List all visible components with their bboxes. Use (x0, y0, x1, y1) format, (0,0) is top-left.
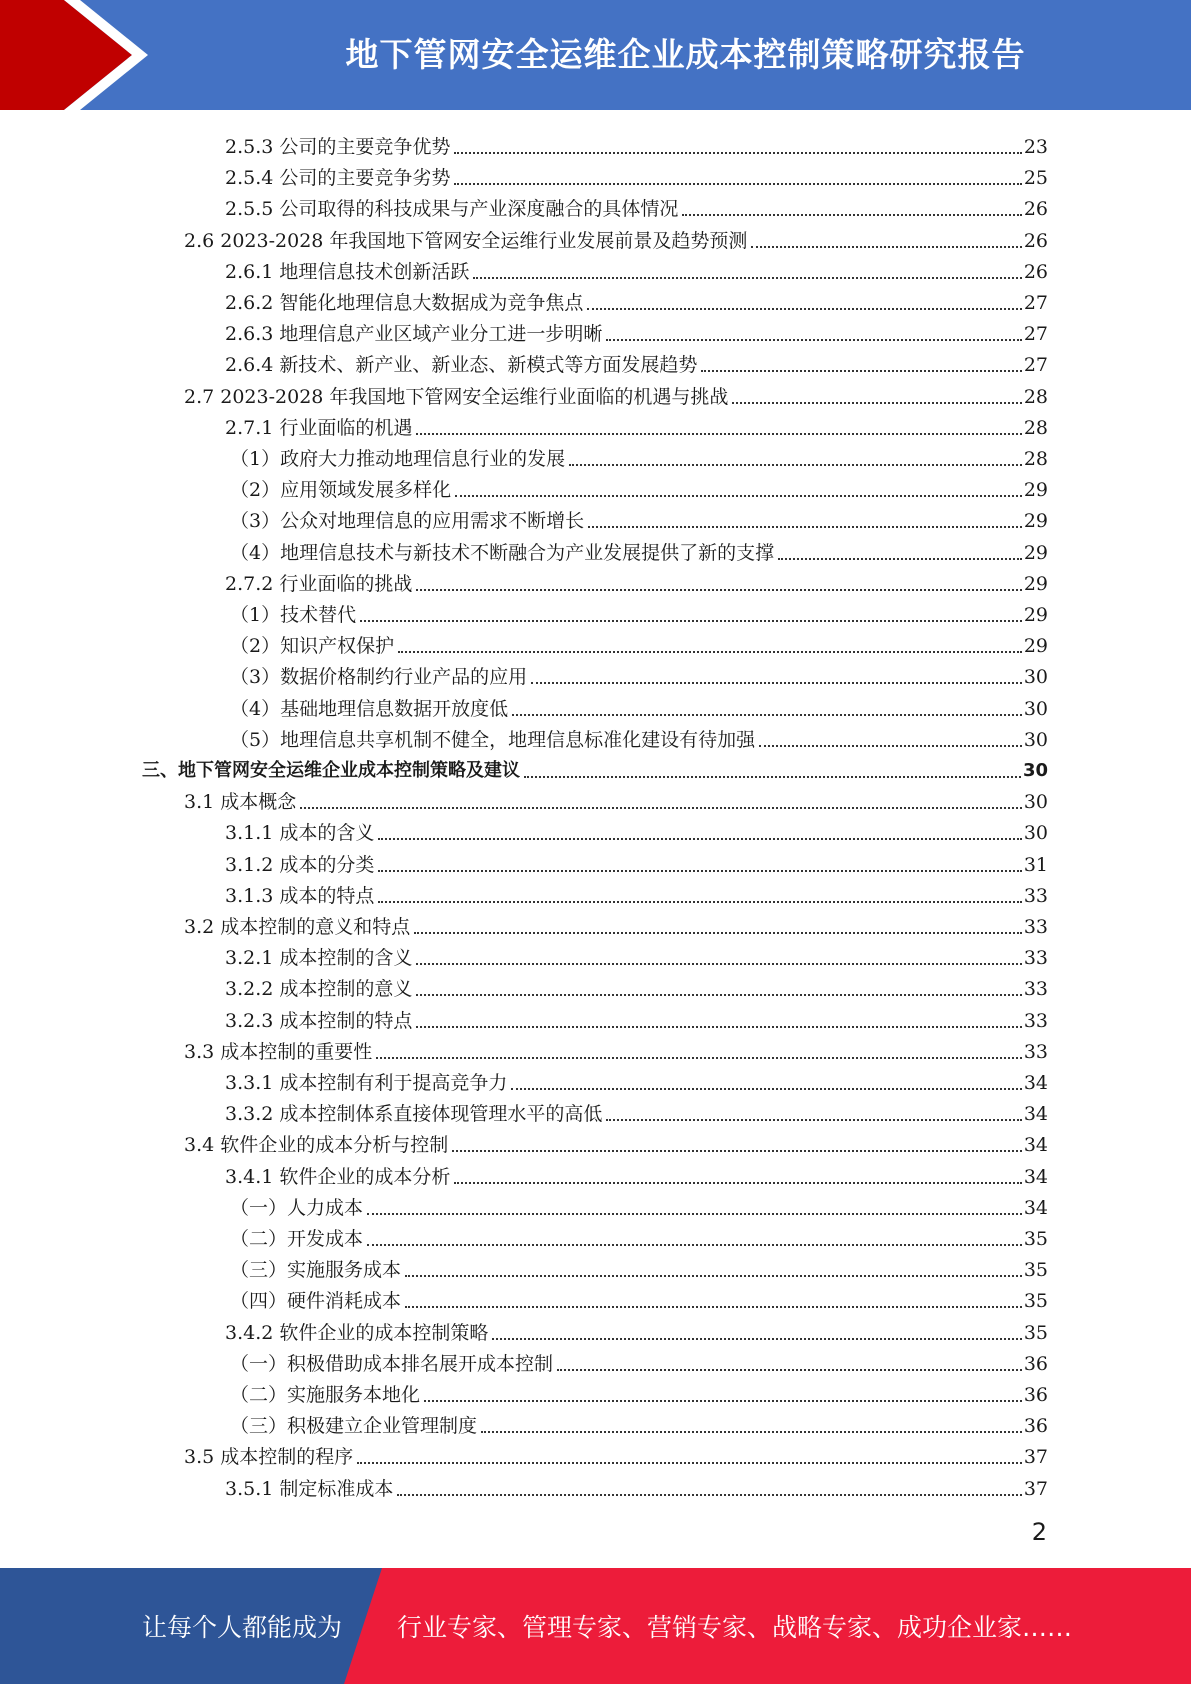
toc-entry[interactable] (184, 222, 1048, 253)
toc-entry-label: 3.2.2 成本控制的意义 (225, 978, 413, 1001)
toc-leader-dots (606, 339, 1021, 341)
toc-entry-label: （一）积极借助成本排名展开成本控制 (230, 1352, 554, 1375)
toc-entry-page: 30 (1023, 728, 1048, 751)
toc-entry-page: 25 (1023, 167, 1048, 190)
toc-entry-label: 2.5.3 公司的主要竞争优势 (225, 136, 451, 158)
page-header (0, 0, 1191, 110)
toc-entry-label: 3.1 成本概念 (184, 791, 297, 814)
toc-entry-page: 34 (1023, 1165, 1048, 1188)
toc-entry[interactable] (225, 284, 1048, 315)
toc-entry-label: 3.2 成本控制的意义和特点 (184, 916, 411, 938)
toc-entry[interactable] (225, 565, 1048, 596)
toc-leader-dots (569, 464, 1022, 466)
toc-entry-label: 3.3.2 成本控制体系直接体现管理水平的高低 (225, 1103, 603, 1126)
toc-entry[interactable] (225, 1158, 1048, 1189)
toc-leader-dots (416, 433, 1021, 435)
toc-leader-dots (424, 1400, 1022, 1402)
toc-entry[interactable] (230, 627, 1048, 658)
toc-entry[interactable] (225, 814, 1048, 845)
toc-entry-page: 23 (1023, 136, 1048, 158)
toc-entry[interactable] (230, 534, 1048, 565)
toc-entry-label: 3.2.3 成本控制的特点 (225, 1009, 413, 1032)
toc-entry-page: 29 (1023, 541, 1048, 564)
toc-entry-page: 35 (1023, 1290, 1048, 1313)
toc-entry-page: 33 (1023, 884, 1048, 907)
toc-entry[interactable] (225, 1002, 1048, 1033)
toc-entry-page: 29 (1023, 479, 1048, 502)
toc-leader-dots (606, 1119, 1021, 1121)
toc-entry-page: 27 (1023, 292, 1048, 314)
page-footer (0, 1568, 1191, 1684)
toc-leader-dots (473, 277, 1021, 279)
toc-entry-label: 3.1.3 成本的特点 (225, 884, 375, 907)
toc-entry[interactable] (230, 1345, 1048, 1376)
toc-entry[interactable] (230, 1251, 1048, 1282)
toc-entry-label: （二）实施服务本地化 (230, 1384, 421, 1406)
toc-leader-dots (682, 214, 1021, 216)
toc-entry-label: 2.6.4 新技术、新产业、新业态、新模式等方面发展趋势 (225, 354, 698, 377)
toc-entry-page: 36 (1023, 1352, 1048, 1375)
toc-entry-label: （二）开发成本 (230, 1228, 364, 1250)
toc-entry[interactable] (184, 378, 1048, 409)
toc-entry-label: （三）实施服务成本 (230, 1259, 402, 1282)
toc-entry-label: 2.7 2023-2028 年我国地下管网安全运维行业面临的机遇与挑战 (184, 385, 729, 408)
toc-entry[interactable] (230, 1189, 1048, 1220)
toc-entry-label: 2.6 2023-2028 年我国地下管网安全运维行业发展前景及趋势预测 (184, 229, 748, 252)
toc-leader-dots (405, 1306, 1022, 1308)
toc-entry[interactable] (230, 1407, 1048, 1438)
toc-entry-page: 34 (1023, 1134, 1048, 1157)
toc-entry-page: 36 (1023, 1415, 1048, 1438)
toc-entry-page: 33 (1023, 947, 1048, 970)
toc-entry[interactable] (225, 253, 1048, 284)
footer-slogan-right: 行业专家、管理专家、营销专家、战略专家、成功企业家…… (397, 1613, 1073, 1642)
toc-entry-page: 34 (1023, 1072, 1048, 1094)
toc-entry-label: （四）硬件消耗成本 (230, 1290, 402, 1313)
toc-entry[interactable] (184, 783, 1048, 814)
toc-entry-page: 33 (1023, 978, 1048, 1001)
toc-entry[interactable] (225, 128, 1048, 159)
toc-entry-page: 33 (1023, 1040, 1048, 1063)
toc-entry[interactable] (184, 1033, 1048, 1064)
toc-entry-label: （3）公众对地理信息的应用需求不断增长 (230, 510, 585, 533)
toc-leader-dots (492, 1338, 1021, 1340)
toc-entry-page: 29 (1023, 635, 1048, 658)
page-number: 2 (1031, 1518, 1047, 1546)
toc-entry[interactable] (230, 690, 1048, 721)
toc-leader-dots (455, 495, 1022, 497)
toc-leader-dots (454, 152, 1021, 154)
toc-leader-dots (778, 558, 1022, 560)
toc-entry-label: 3.5.1 制定标准成本 (225, 1477, 394, 1500)
toc-entry-page: 30 (1023, 822, 1048, 845)
toc-entry-page: 35 (1023, 1321, 1048, 1344)
toc-entry-label: 2.6.3 地理信息产业区域产业分工进一步明晰 (225, 323, 603, 346)
toc-entry[interactable] (184, 1438, 1048, 1469)
toc-entry-label: （4）地理信息技术与新技术不断融合为产业发展提供了新的支撑 (230, 541, 775, 564)
toc-entry-label: 3.3.1 成本控制有利于提高竞争力 (225, 1072, 508, 1094)
toc-entry-page: 28 (1023, 416, 1048, 439)
toc-leader-dots (367, 1213, 1022, 1215)
toc-entry[interactable] (225, 877, 1048, 908)
toc-leader-dots (454, 1182, 1021, 1184)
toc-entry-label: （1）政府大力推动地理信息行业的发展 (230, 448, 566, 470)
toc-entry[interactable] (225, 1095, 1048, 1126)
toc-entry-page: 27 (1023, 323, 1048, 346)
toc-entry[interactable] (184, 1126, 1048, 1157)
toc-entry-page: 37 (1023, 1477, 1048, 1500)
toc-entry-page: 34 (1023, 1103, 1048, 1126)
toc-entry-page: 34 (1023, 1196, 1048, 1219)
toc-entry-label: 3.5 成本控制的程序 (184, 1446, 354, 1469)
toc-leader-dots (357, 1462, 1022, 1464)
toc-entry-page: 36 (1023, 1384, 1048, 1406)
toc-entry-label: 2.6.2 智能化地理信息大数据成为竞争焦点 (225, 292, 584, 314)
toc-entry-label: 2.7.1 行业面临的机遇 (225, 416, 413, 439)
toc-leader-dots (454, 183, 1021, 185)
toc-entry[interactable] (225, 1470, 1048, 1501)
toc-leader-dots (367, 1244, 1022, 1246)
toc-leader-dots (512, 714, 1022, 716)
toc-leader-dots (701, 370, 1021, 372)
toc-leader-dots (531, 682, 1022, 684)
toc-entry-page: 30 (1023, 666, 1048, 689)
toc-entry-page: 33 (1023, 916, 1048, 938)
toc-leader-dots (588, 526, 1022, 528)
toc-entry[interactable] (225, 1064, 1048, 1095)
toc-entry-label: （1）技术替代 (230, 604, 357, 626)
toc-entry[interactable] (230, 658, 1048, 689)
toc-leader-dots (378, 901, 1021, 903)
toc-entry-page: 29 (1023, 604, 1048, 626)
toc-entry-page: 35 (1023, 1259, 1048, 1282)
toc-entry[interactable] (230, 502, 1048, 533)
footer-slogan-left: 让每个人都能成为 (142, 1613, 343, 1642)
toc-entry[interactable] (230, 471, 1048, 502)
toc-entry[interactable] (225, 190, 1048, 221)
toc-entry-label: 3.2.1 成本控制的含义 (225, 947, 413, 970)
toc-leader-dots (481, 1431, 1022, 1433)
toc-entry[interactable] (225, 1314, 1048, 1345)
toc-entry-label: 3.1.2 成本的分类 (225, 853, 375, 876)
toc-leader-dots (452, 1150, 1022, 1152)
toc-entry-label: （4）基础地理信息数据开放度低 (230, 697, 509, 720)
toc-entry[interactable] (225, 346, 1048, 377)
toc-leader-dots (416, 1026, 1021, 1028)
toc-entry-page: 31 (1023, 853, 1048, 876)
toc-entry[interactable] (230, 1376, 1048, 1407)
toc-entry-label: 3.4.1 软件企业的成本分析 (225, 1165, 451, 1188)
toc-entry-label: 2.7.2 行业面临的挑战 (225, 572, 413, 595)
toc-entry-label: 3.1.1 成本的含义 (225, 822, 375, 845)
toc-leader-dots (397, 1494, 1021, 1496)
toc-entry[interactable] (225, 315, 1048, 346)
toc-entry-label: （2）应用领域发展多样化 (230, 479, 452, 502)
toc-entry-page: 27 (1023, 354, 1048, 377)
toc-leader-dots (398, 651, 1022, 653)
toc-leader-dots (587, 308, 1021, 310)
toc-leader-dots (732, 402, 1021, 404)
toc-entry-label: 3.4 软件企业的成本分析与控制 (184, 1134, 449, 1157)
toc-entry-page: 33 (1023, 1009, 1048, 1032)
toc-entry-page: 29 (1023, 572, 1048, 595)
toc-leader-dots (416, 963, 1021, 965)
toc-entry[interactable] (230, 440, 1048, 471)
toc-entry-label: 3.3 成本控制的重要性 (184, 1040, 373, 1063)
toc-entry-page: 26 (1023, 229, 1048, 252)
toc-entry-label: （5）地理信息共享机制不健全，地理信息标准化建设有待加强 (230, 728, 756, 751)
toc-entry-page: 37 (1023, 1446, 1048, 1469)
toc-entry-label: 2.5.5 公司取得的科技成果与产业深度融合的具体情况 (225, 198, 679, 221)
toc-entry-label: 三、地下管网安全运维企业成本控制策略及建议 (142, 760, 520, 781)
toc-entry-page: 29 (1023, 510, 1048, 533)
toc-entry-page: 28 (1023, 385, 1048, 408)
toc-leader-dots (751, 246, 1021, 248)
toc-entry-page: 35 (1023, 1228, 1048, 1250)
toc-entry[interactable] (184, 908, 1048, 939)
toc-entry[interactable] (225, 846, 1048, 877)
toc-entry-label: （三）积极建立企业管理制度 (230, 1415, 478, 1438)
toc-entry-page: 30 (1023, 697, 1048, 720)
document-title: 地下管网安全运维企业成本控制策略研究报告 (345, 34, 1026, 74)
toc-leader-dots (416, 589, 1021, 591)
toc-leader-dots (557, 1369, 1022, 1371)
toc-entry-page: 26 (1023, 260, 1048, 283)
toc-entry[interactable] (230, 1220, 1048, 1251)
toc-entry[interactable] (230, 721, 1048, 752)
toc-entry-label: （3）数据价格制约行业产品的应用 (230, 666, 528, 689)
toc-leader-dots (524, 776, 1021, 778)
toc-leader-dots (416, 994, 1021, 996)
toc-entry-label: 2.5.4 公司的主要竞争劣势 (225, 167, 451, 190)
toc-entry-page: 30 (1023, 791, 1048, 814)
toc-leader-dots (378, 838, 1021, 840)
toc-entry[interactable] (225, 159, 1048, 190)
toc-entry-page: 30 (1022, 760, 1048, 781)
toc-entry[interactable] (142, 752, 1048, 783)
header-arrow-decoration (0, 0, 200, 110)
toc-entry-label: 3.4.2 软件企业的成本控制策略 (225, 1321, 489, 1344)
toc-leader-dots (759, 745, 1022, 747)
toc-entry-label: （一）人力成本 (230, 1196, 364, 1219)
toc-leader-dots (360, 620, 1022, 622)
toc-leader-dots (414, 932, 1022, 934)
toc-entry-page: 26 (1023, 198, 1048, 221)
toc-leader-dots (378, 870, 1021, 872)
toc-leader-dots (300, 807, 1022, 809)
toc-entry[interactable] (230, 1282, 1048, 1313)
toc-leader-dots (511, 1088, 1021, 1090)
toc-leader-dots (376, 1057, 1022, 1059)
toc-entry-label: （2）知识产权保护 (230, 635, 395, 658)
toc-entry[interactable] (230, 596, 1048, 627)
toc-entry[interactable] (225, 970, 1048, 1001)
toc-entry[interactable] (225, 409, 1048, 440)
toc-entry-page: 28 (1023, 448, 1048, 470)
toc-entry[interactable] (225, 939, 1048, 970)
toc-entry-label: 2.6.1 地理信息技术创新活跃 (225, 260, 470, 283)
toc-leader-dots (405, 1275, 1022, 1277)
